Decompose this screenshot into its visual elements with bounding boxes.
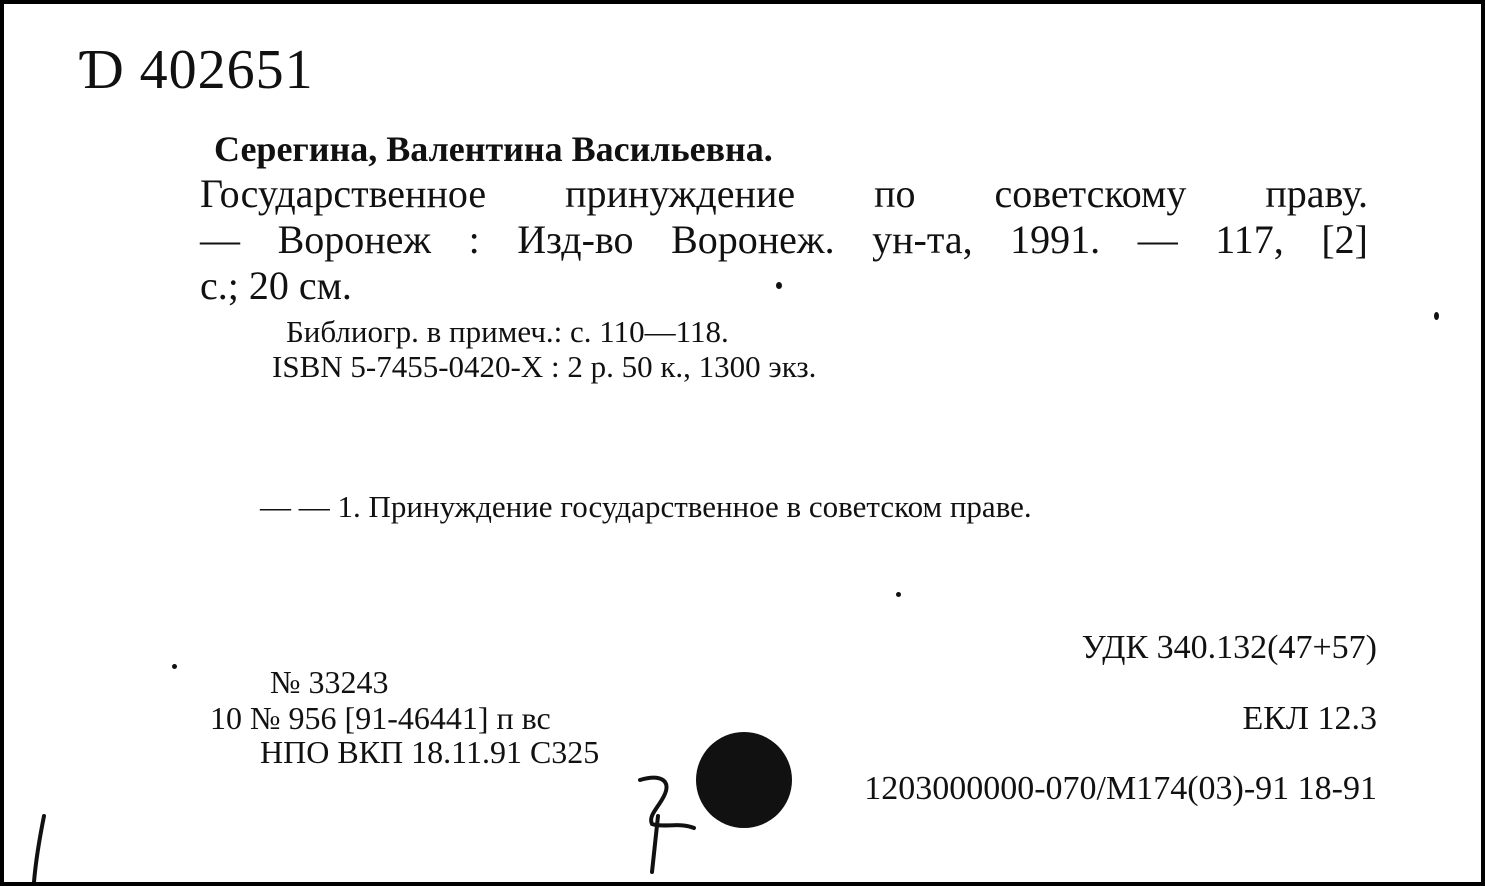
catalog-code: 1203000000-070/М174(03)-91 18-91 [864,770,1377,807]
npo-line: НПО ВКП 18.11.91 С325 [260,734,600,770]
speck [776,282,782,289]
ekl-code: ЕКЛ 12.3 [1242,700,1377,737]
card-number: № 33243 [270,664,389,700]
bibliography-note: Библиогр. в примеч.: с. 110—118. [286,314,729,349]
order-line: 10 № 956 [91-46441] п вс [210,700,551,736]
subject-heading: — — 1. Принуждение государственное в советском праве. [260,489,1032,524]
margin-mark [24,812,54,882]
isbn-line: ISBN 5-7455-0420-X : 2 р. 50 к., 1300 экз. [272,349,817,384]
handwritten-mark [630,772,710,876]
title-line-3: с.; 20 см. [200,263,352,308]
title-line-1: Государственное принуждение по советскому праву. [200,171,1368,216]
author-heading: Серегина, Валентина Васильевна. [214,129,773,169]
speck [1434,312,1439,320]
udk-code: УДК 340.132(47+57) [1081,629,1377,666]
punch-hole [696,732,792,828]
catalog-card [4,4,1481,882]
speck [172,664,177,669]
speck [896,592,901,597]
accession-number: Ɗ 402651 [78,39,314,101]
title-line-2: — Воронеж : Изд-во Воронеж. ун-та, 1991. — 117, [2] [200,217,1368,262]
